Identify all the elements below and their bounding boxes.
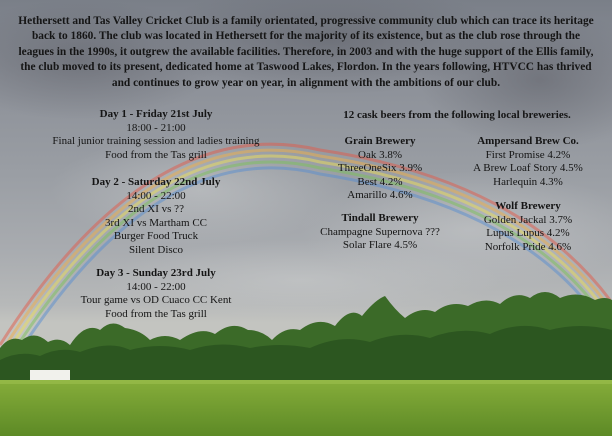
beer-item: Oak 3.8% [358,148,402,161]
beer-item: Harlequin 4.3% [493,175,563,188]
brewery-tindall [305,212,455,253]
day-1-event: Final junior training session and ladies training [52,135,260,148]
brewery-name: Wolf Brewery [495,200,561,212]
day-3-food: Food from the Tas grill [105,307,207,320]
beer-item: ThreeOneSix 3.9% [337,162,423,175]
day-2-title: Day 2 - Saturday 22nd July [91,176,221,188]
brewery-name: Ampersand Brew Co. [477,135,579,147]
brewery-grain [305,135,455,203]
beer-item: Golden Jackal 3.7% [483,213,573,226]
day-3-time: 14:00 - 22:00 [126,280,186,293]
beer-item: Norfolk Pride 4.6% [484,240,572,253]
beer-item: A Brew Loaf Story 4.5% [473,162,583,175]
day-1-food: Food from the Tas grill [105,148,207,161]
beer-item: Solar Flare 4.5% [342,239,418,252]
day-1-schedule [26,108,286,162]
beer-item: Best 4.2% [357,175,403,188]
brewery-wolf [450,200,606,254]
beers-intro: 12 cask beers from the following local breweries. [343,109,571,121]
day-1-time: 18:00 - 21:00 [126,121,186,134]
cricket-field [0,380,612,436]
club-introduction: Hethersett and Tas Valley Cricket Club is a family orientated, progressive community club which can trace its heritage back to 1860. The club was located in Hethersett for the majority of its existence, but as the club rose through the leagues in the 1990s, it outgrew the available facilities. Therefore, in 2003 and with the huge support of the Ellis family, the club moved to its present, dedicated home at Taswood Lakes, Flordon. In the years following, HTVCC has thrived and continues to grow year on year, in alignment with the ambitions of our club. [18,15,594,89]
day-2-time: 14:00 - 22:00 [126,189,186,202]
day-3-schedule [26,267,286,321]
day-2-schedule [26,176,286,258]
day-3-match: Tour game vs OD Cuaco CC Kent [80,294,232,307]
day-2-food: Burger Food Truck [113,230,199,243]
beer-item: Champagne Supernova ??? [320,225,440,238]
day-2-entertainment: Silent Disco [128,243,184,256]
day-2-match-2: 3rd XI vs Martham CC [104,216,208,229]
day-1-title: Day 1 - Friday 21st July [99,108,213,120]
beer-item: Amarillo 4.6% [347,189,413,202]
brewery-name: Tindall Brewery [341,212,419,224]
beer-item: Lupus Lupus 4.2% [486,227,570,240]
day-2-match-1: 2nd XI vs ?? [128,203,184,216]
beer-item: First Promise 4.2% [485,148,571,161]
day-3-title: Day 3 - Sunday 23rd July [96,267,216,279]
brewery-name: Grain Brewery [344,135,416,147]
brewery-ampersand [450,135,606,189]
